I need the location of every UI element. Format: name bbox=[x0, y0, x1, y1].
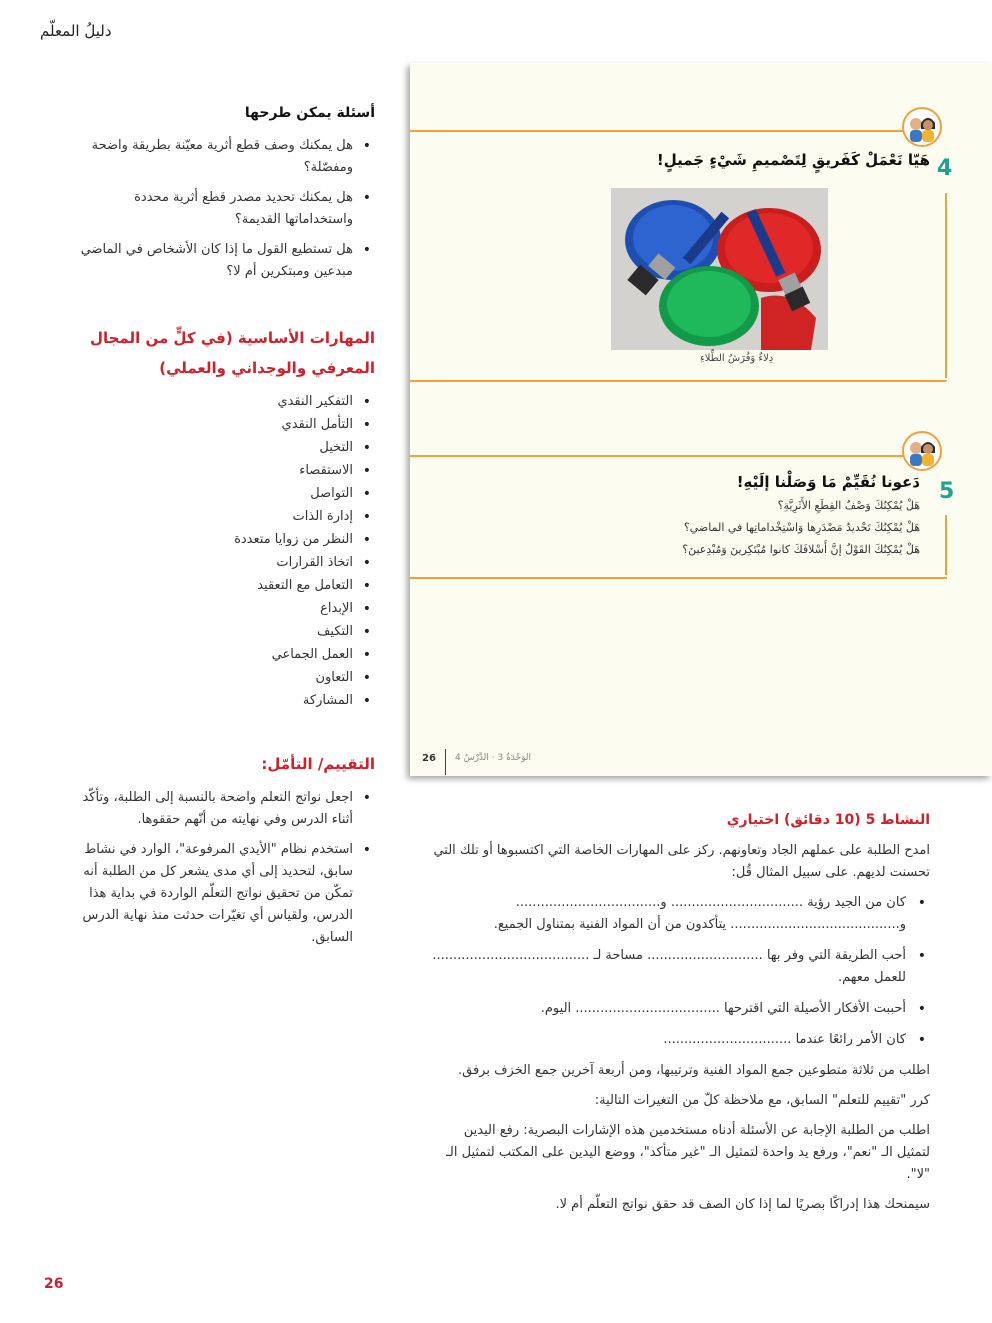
activity5-title: النشاط 5 (10 دقائق) اختياري bbox=[726, 812, 930, 828]
skills-list bbox=[80, 391, 375, 712]
book-question: هَلْ يُمْكِنُكَ تَحْديدُ مَصْدَرِها وَاسْتِخْداماتِها في الماضي؟ bbox=[683, 521, 920, 534]
assessment-heading: التقييم/ التأمّل: bbox=[261, 755, 375, 773]
paragraph: سيمنحك هذا إدراكًا بصريًا لما إذا كان الصف قد حقق نواتج التعلّم أم لا. bbox=[555, 1197, 930, 1212]
list-item: • اجعل نواتج التعلم واضحة بالنسبة إلى الطلبة، وتأكّد أثناء الدرس وفي نهايته من أنّهم حققوها. bbox=[80, 787, 353, 831]
paint-buckets-image bbox=[611, 188, 828, 350]
list-item: • التخيل bbox=[80, 437, 353, 459]
divider-line bbox=[945, 515, 947, 575]
header-title: دليلُ المعلّم bbox=[40, 22, 112, 40]
list-item: • التواصل bbox=[80, 483, 353, 505]
paragraph: اطلب من الطلبة الإجابة عن الأسئلة أدناه مستخدمين هذه الإشارات البصرية: رفع اليدين لتمثيل الـ "نعم"، ورفع يد واحدة لتمثيل الـ "غير متأكد"، ووضع اليدين على المكتب لتمثيل الـ "لا". bbox=[446, 1123, 930, 1182]
divider-line bbox=[410, 455, 905, 457]
list-item: • النظر من زوايا متعددة bbox=[80, 529, 353, 551]
book-footer-text: الوَحْدَةُ 3 · الدَّرْسُ 4 bbox=[455, 753, 531, 763]
page-number: 26 bbox=[44, 1276, 64, 1292]
assessment-list bbox=[80, 787, 375, 949]
divider-line bbox=[945, 193, 947, 378]
list-item: • التعاون bbox=[80, 667, 353, 689]
list-item: • كان الأمر رائعًا عندما ............................... bbox=[430, 1029, 906, 1051]
book-question: هَلْ يُمْكِنُكَ القَوْلُ إنَّ أَسْلافَكَ كانوا مُبْتَكِرينَ وَمُبْدِعينَ؟ bbox=[682, 543, 920, 556]
list-item: • استخدم نظام "الأيدي المرفوعة"، الوارد في نشاط سابق، لتحديد إلى أي مدى يشعر كل من الطلبة أنه تمكّن من تحقيق نواتج التعلّم الواردة في بداية هذا الدرس، ولقياس أي تغيّرات حدثت منذ نهاية الدرس السابق. bbox=[80, 839, 353, 949]
activity5-section bbox=[430, 812, 930, 1224]
divider-line bbox=[410, 577, 947, 579]
textbook-page bbox=[410, 63, 992, 776]
paragraph: كرر "تقييم للتعلم" السابق، مع ملاحظة كلّ من التغيرات التالية: bbox=[594, 1093, 930, 1108]
list-item: • أحب الطريقة التي وفر بها ............................ مساحة لـ ...................................... للعمل معهم. bbox=[430, 945, 906, 989]
students-avatar-icon bbox=[902, 431, 942, 471]
questions-heading: أسئلة يمكن طرحها bbox=[244, 105, 375, 121]
list-item: • إدارة الذات bbox=[80, 506, 353, 528]
list-item: • التكيف bbox=[80, 621, 353, 643]
activity-title: هَيّا نَعْمَلْ كَفَريقٍ لِتَصْميمِ شَيْءٍ جَميلٍ! bbox=[656, 151, 930, 169]
book-page-number: 26 bbox=[422, 753, 436, 764]
list-item: • العمل الجماعي bbox=[80, 644, 353, 666]
list-item: • أحببت الأفكار الأصيلة التي اقترحها ................................... اليوم. bbox=[430, 998, 906, 1020]
book-question: هَلْ يُمْكِنُكَ وَصْفُ القِطَعِ الأَثَرِيَّةِ؟ bbox=[777, 499, 920, 512]
activity-number: 5 bbox=[939, 479, 955, 504]
divider-line bbox=[410, 130, 905, 132]
paragraph: اطلب من ثلاثة متطوعين جمع المواد الفنية وترتيبها، ومن أربعة آخرين جمع الخزف برفق. bbox=[457, 1063, 930, 1078]
left-column bbox=[80, 105, 375, 957]
list-item: • المشاركة bbox=[80, 690, 353, 712]
footer-divider bbox=[445, 749, 446, 775]
questions-list bbox=[80, 135, 375, 283]
list-item: • هل يمكنك وصف قطع أثرية معيّنة بطريقة واضحة ومفصّلة؟ bbox=[80, 135, 353, 179]
image-caption: دِلاءٌ وَفُرَشُ الطِّلاءِ bbox=[700, 353, 774, 364]
paragraph: امدح الطلبة على عملهم الجاد وتعاونهم. ركز على المهارات الخاصة التي اكتسبوها أو تلك التي تحسنت لديهم. على سبيل المثال قُل: bbox=[433, 843, 930, 880]
list-item: • اتخاذ القرارات bbox=[80, 552, 353, 574]
list-item: • كان من الجيد رؤية ................................ و................................... و......................................... يتأكدون من أن المواد الفنية بمتناول الجميع. bbox=[430, 892, 906, 936]
skills-heading: المهارات الأساسية (في كلٍّ من المجال المعرفي والوجداني والعملي) bbox=[89, 329, 375, 377]
activity-number: 4 bbox=[937, 156, 953, 181]
activity-title: دَعونا نُقَيِّمْ مَا وَصَلْنا إلَيْهِ! bbox=[736, 473, 920, 491]
list-item: • الاستقصاء bbox=[80, 460, 353, 482]
list-item: • الإبداع bbox=[80, 598, 353, 620]
divider-line bbox=[410, 380, 947, 382]
examples-list bbox=[430, 892, 930, 1051]
list-item: • التفكير النقدي bbox=[80, 391, 353, 413]
list-item: • هل تستطيع القول ما إذا كان الأشخاص في الماضي مبدعين ومبتكرين أم لا؟ bbox=[80, 239, 353, 283]
list-item: • التعامل مع التعقيد bbox=[80, 575, 353, 597]
students-avatar-icon bbox=[902, 107, 942, 147]
list-item: • التأمل النقدي bbox=[80, 414, 353, 436]
list-item: • هل يمكنك تحديد مصدر قطع أثرية محددة واستخداماتها القديمة؟ bbox=[80, 187, 353, 231]
